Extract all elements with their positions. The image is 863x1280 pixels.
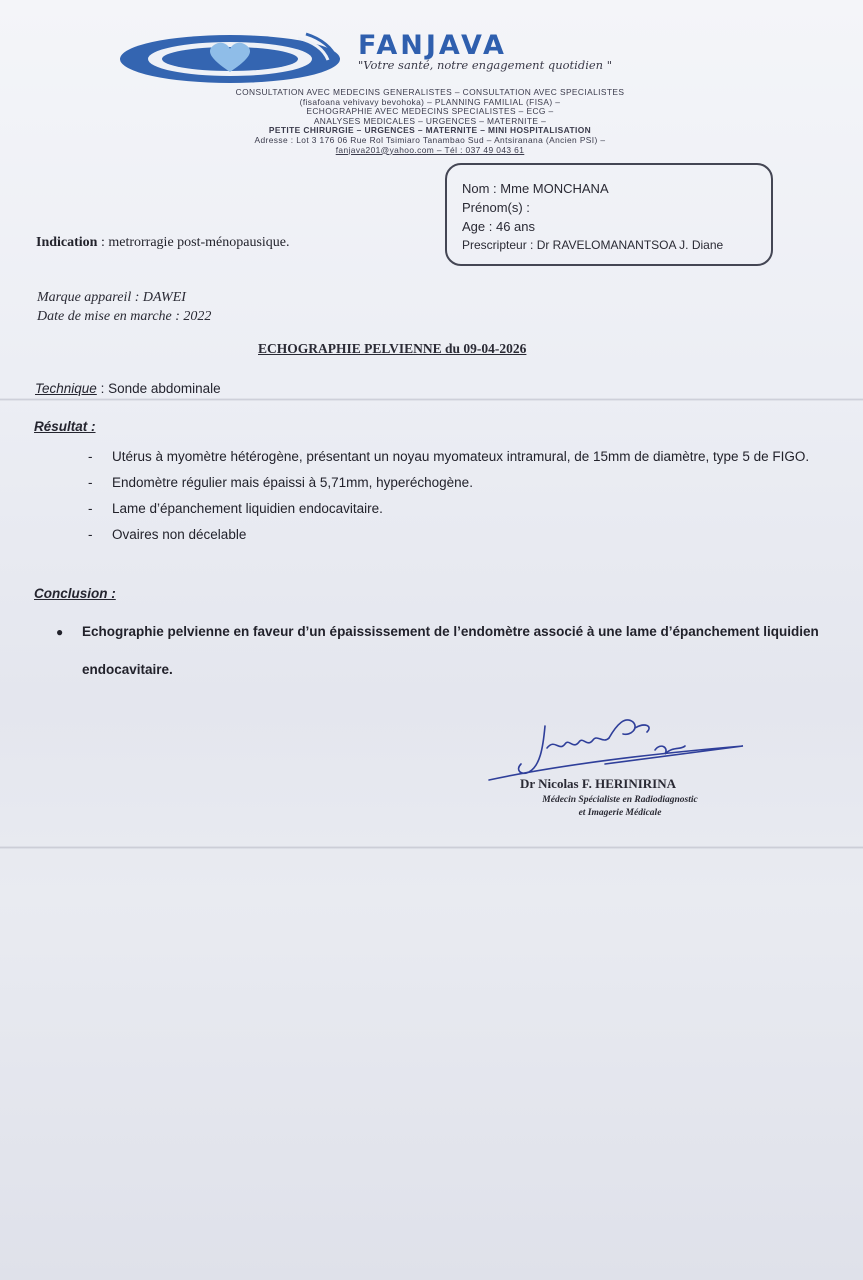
conclusion: [56, 613, 836, 689]
doctor-title-line: Médecin Spécialiste en Radiodiagnostic: [542, 795, 698, 805]
paper-fold: [0, 846, 863, 849]
services-line: ANALYSES MEDICALES – URGENCES – MATERNITE –: [313, 115, 547, 126]
fanjava-heart-logo: [118, 30, 342, 86]
result-item-text: Endomètre régulier mais épaissi à 5,71mm, hyperéchogène.: [112, 475, 473, 490]
services-line: ECHOGRAPHIE AVEC MEDECINS SPECIALISTES – ECG –: [306, 106, 554, 117]
paper-fold: [0, 398, 863, 401]
list-item: - Utérus à myomètre hétérogène, présentant un noyau myomateux intramural, de 15mm de diamètre, type 5 de FIGO.: [88, 449, 810, 464]
indication: [36, 235, 290, 251]
indication-value: : metrorragie post-ménopausique.: [97, 235, 290, 250]
technique-value: : Sonde abdominale: [96, 381, 221, 396]
services-line: PETITE CHIRURGIE – URGENCES – MATERNITE – MINI HOSPITALISATION: [268, 125, 592, 136]
brand-name: FANJAVA: [358, 30, 507, 61]
technique-label: Technique: [35, 381, 97, 396]
device-brand: Marque appareil : DAWEI: [37, 290, 186, 305]
indication-label: Indication: [36, 235, 98, 250]
services-line: CONSULTATION AVEC MEDECINS GENERALISTES – CONSULTATION AVEC SPECIALISTES: [235, 87, 625, 97]
bullet-icon: ●: [56, 625, 64, 639]
technique: [35, 381, 221, 396]
doctor-name: Dr Nicolas F. HERINIRINA: [520, 776, 677, 791]
services-line: (fisafoana vehivavy bevohoka) – PLANNING FAMILIAL (FISA) –: [299, 96, 561, 107]
doctor-title: [510, 794, 730, 820]
list-item: - Ovaires non décelable: [88, 527, 247, 542]
clinic-contact: fanjava201@yahoo.com – Tél : 037 49 043 61: [335, 144, 525, 155]
patient-info-box: [445, 163, 773, 266]
conclusion-text: Echographie pelvienne en faveur d’un épaississement de l’endomètre associé à une lame d’épanchement liquidien endocavitaire.: [82, 624, 819, 677]
doctor-title-line: et Imagerie Médicale: [578, 808, 662, 818]
result-item-text: Lame d’épanchement liquidien endocavitaire.: [112, 501, 383, 516]
exam-title: ECHOGRAPHIE PELVIENNE du 09-04-2026: [258, 341, 527, 356]
list-item: - Endomètre régulier mais épaissi à 5,71mm, hyperéchogène.: [88, 475, 473, 490]
patient-age: Age : 46 ans: [462, 219, 535, 234]
brand-slogan: "Votre santé, notre engagement quotidien ": [358, 58, 613, 72]
conclusion-label: Conclusion :: [34, 586, 116, 601]
patient-name: Nom : Mme MONCHANA: [462, 181, 609, 196]
list-item: - Lame d’épanchement liquidien endocavitaire.: [88, 501, 383, 516]
result-item-text: Utérus à myomètre hétérogène, présentant un noyau myomateux intramural, de 15mm de diamètre, type 5 de FIGO.: [112, 449, 810, 464]
clinic-address: Adresse : Lot 3 176 06 Rue Rol Tsimiaro Tanambao Sud – Antsiranana (Ancien PSI) –: [254, 134, 606, 145]
result-item-text: Ovaires non décelable: [112, 527, 247, 542]
clinic-services: [100, 88, 760, 155]
prescriber: Prescripteur : Dr RAVELOMANANTSOA J. Diane: [462, 238, 724, 252]
result-list: [88, 444, 818, 548]
result-label: Résultat :: [34, 419, 96, 434]
patient-firstname: Prénom(s) :: [462, 200, 530, 215]
device-date: Date de mise en marche : 2022: [37, 309, 212, 324]
